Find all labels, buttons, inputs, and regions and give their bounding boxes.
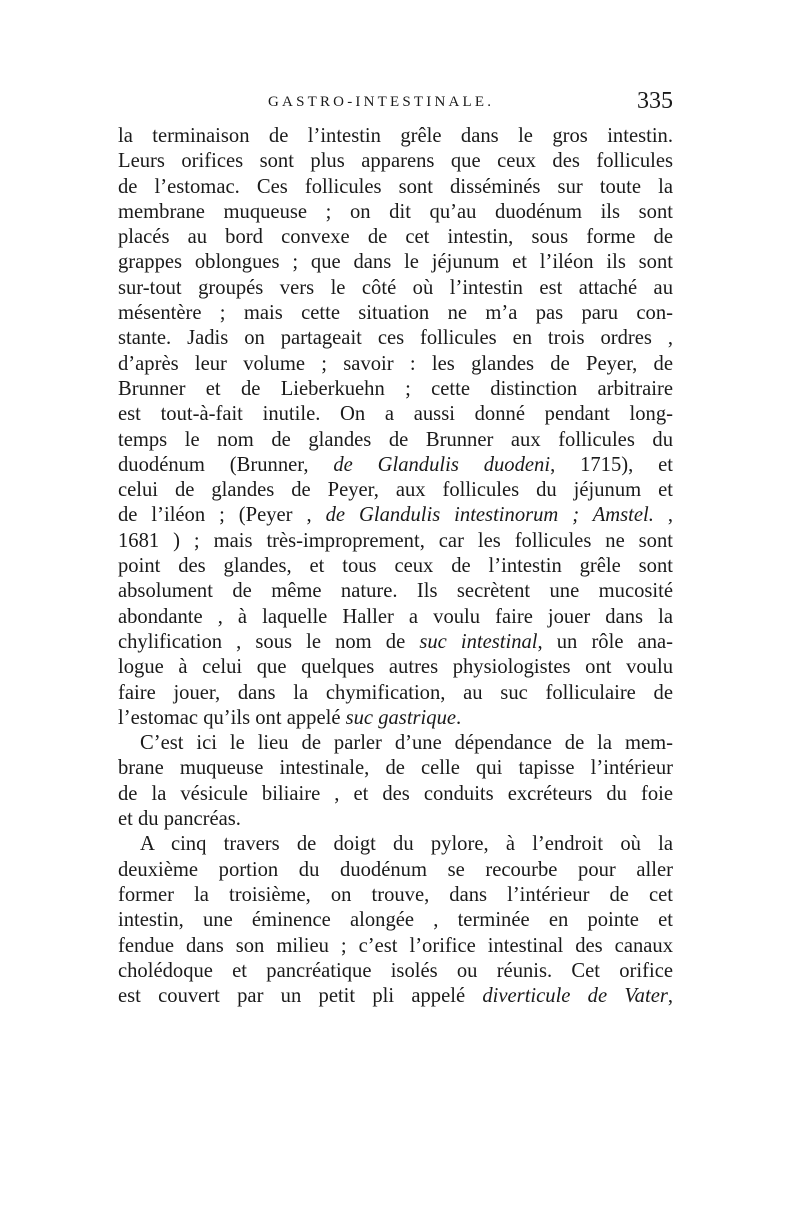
running-head: GASTRO-INTESTINALE. xyxy=(268,94,495,110)
text-line xyxy=(118,503,673,528)
line-text: absolument de même nature. Ils secrètent une mucosité xyxy=(118,580,673,603)
italic-citation: diverticule de Vater xyxy=(482,985,668,1008)
line-text: 1681 ) ; mais très-improprement, car les follicules ne sont xyxy=(118,529,673,552)
line-text: cholédoque et pancréatique isolés ou réunis. Cet orifice xyxy=(118,959,673,982)
text-line xyxy=(118,858,673,883)
line-text: A cinq travers de doigt du pylore, à l’endroit où la xyxy=(140,833,673,856)
text-line xyxy=(118,908,673,933)
line-text: l’estomac qu’ils ont appelé xyxy=(118,706,346,729)
text-line xyxy=(118,807,673,832)
text-line xyxy=(118,529,673,554)
line-text: et du pancréas. xyxy=(118,808,241,831)
page-number: 335 xyxy=(637,88,673,114)
text-line xyxy=(118,149,673,174)
line-text: abondante , à laquelle Haller a voulu faire jouer dans la xyxy=(118,605,673,628)
text-line xyxy=(118,782,673,807)
line-text: est couvert par un petit pli appelé xyxy=(118,985,483,1008)
text-line xyxy=(118,883,673,908)
text-line xyxy=(118,706,673,731)
text-line xyxy=(118,402,673,427)
line-text: grappes oblongues ; que dans le jéjunum et l’iléon ils sont xyxy=(118,251,673,274)
line-text: point des glandes, et tous ceux de l’intestin grêle sont xyxy=(118,555,673,578)
italic-citation: de Glandulis duodeni xyxy=(333,453,551,476)
line-text: chylification , sous le nom de xyxy=(118,630,420,653)
line-text: de l’iléon ; (Peyer , xyxy=(118,504,326,527)
page-header xyxy=(118,88,673,122)
line-text: la terminaison de l’intestin grêle dans le gros intestin. xyxy=(118,125,673,147)
text-line xyxy=(118,681,673,706)
line-text: , 1715), et xyxy=(550,453,673,476)
text-line xyxy=(118,428,673,453)
line-text: faire jouer, dans la chymification, au suc folliculaire de xyxy=(118,681,673,704)
line-text: est tout-à-fait inutile. On a aussi donné pendant long- xyxy=(118,403,673,426)
text-line xyxy=(118,984,673,1009)
text-line xyxy=(118,276,673,301)
line-text: C’est ici le lieu de parler d’une dépendance de la mem- xyxy=(140,732,673,755)
line-text: celui de glandes de Peyer, aux follicules du jéjunum et xyxy=(118,479,673,502)
line-text: . xyxy=(456,706,462,729)
italic-citation: suc intestinal xyxy=(419,630,538,653)
text-line xyxy=(118,478,673,503)
text-line xyxy=(118,377,673,402)
line-text: brane muqueuse intestinale, de celle qui tapisse l’intérieur xyxy=(118,757,673,780)
body-text xyxy=(118,124,673,1009)
text-line xyxy=(118,605,673,630)
line-text: logue à celui que quelques autres physiologistes ont voulu xyxy=(118,656,673,679)
line-text: intestin, une éminence alongée , terminée en pointe et xyxy=(118,909,673,932)
line-text: Brunner et de Lieberkuehn ; cette distinction arbitraire xyxy=(118,377,673,400)
text-line xyxy=(118,655,673,680)
line-text: Leurs orifices sont plus apparens que ceux des follicules xyxy=(118,150,673,173)
text-line xyxy=(118,554,673,579)
text-line xyxy=(118,352,673,377)
line-text: former la troisième, on trouve, dans l’intérieur de cet xyxy=(118,883,673,906)
text-line xyxy=(118,301,673,326)
line-text: de la vésicule biliaire , et des conduits excréteurs du foie xyxy=(118,782,673,805)
line-text: fendue dans son milieu ; c’est l’orifice intestinal des canaux xyxy=(118,934,673,957)
text-line xyxy=(118,832,673,857)
line-text: sur-tout groupés vers le côté où l’intestin est attaché au xyxy=(118,276,673,299)
line-text: , xyxy=(653,504,673,527)
text-line xyxy=(118,453,673,478)
italic-citation: suc gastrique xyxy=(345,706,457,729)
text-line xyxy=(118,579,673,604)
text-line xyxy=(118,326,673,351)
line-text: deuxième portion du duodénum se recourbe pour aller xyxy=(118,858,673,881)
line-text: , un rôle ana- xyxy=(537,630,673,653)
text-line xyxy=(118,630,673,655)
text-line xyxy=(118,175,673,200)
line-text: membrane muqueuse ; on dit qu’au duodénum ils sont xyxy=(118,200,673,223)
line-text: stante. Jadis on partageait ces follicules en trois ordres , xyxy=(118,327,673,350)
line-text: duodénum (Brunner, xyxy=(118,453,334,476)
line-text: mésentère ; mais cette situation ne m’a pas paru con- xyxy=(118,302,673,325)
line-text: temps le nom de glandes de Brunner aux follicules du xyxy=(118,428,673,451)
line-text: d’après leur volume ; savoir : les glandes de Peyer, de xyxy=(118,352,673,375)
line-text: , xyxy=(667,985,673,1008)
line-text: de l’estomac. Ces follicules sont disséminés sur toute la xyxy=(118,175,673,198)
text-line xyxy=(118,731,673,756)
line-text: placés au bord convexe de cet intestin, sous forme de xyxy=(118,226,673,249)
italic-citation: de Glandulis intestinorum ; Amstel. xyxy=(325,504,654,527)
text-line xyxy=(118,225,673,250)
text-line xyxy=(118,756,673,781)
text-line xyxy=(118,934,673,959)
text-line xyxy=(118,200,673,225)
text-line xyxy=(118,124,673,149)
text-line xyxy=(118,250,673,275)
text-line xyxy=(118,959,673,984)
